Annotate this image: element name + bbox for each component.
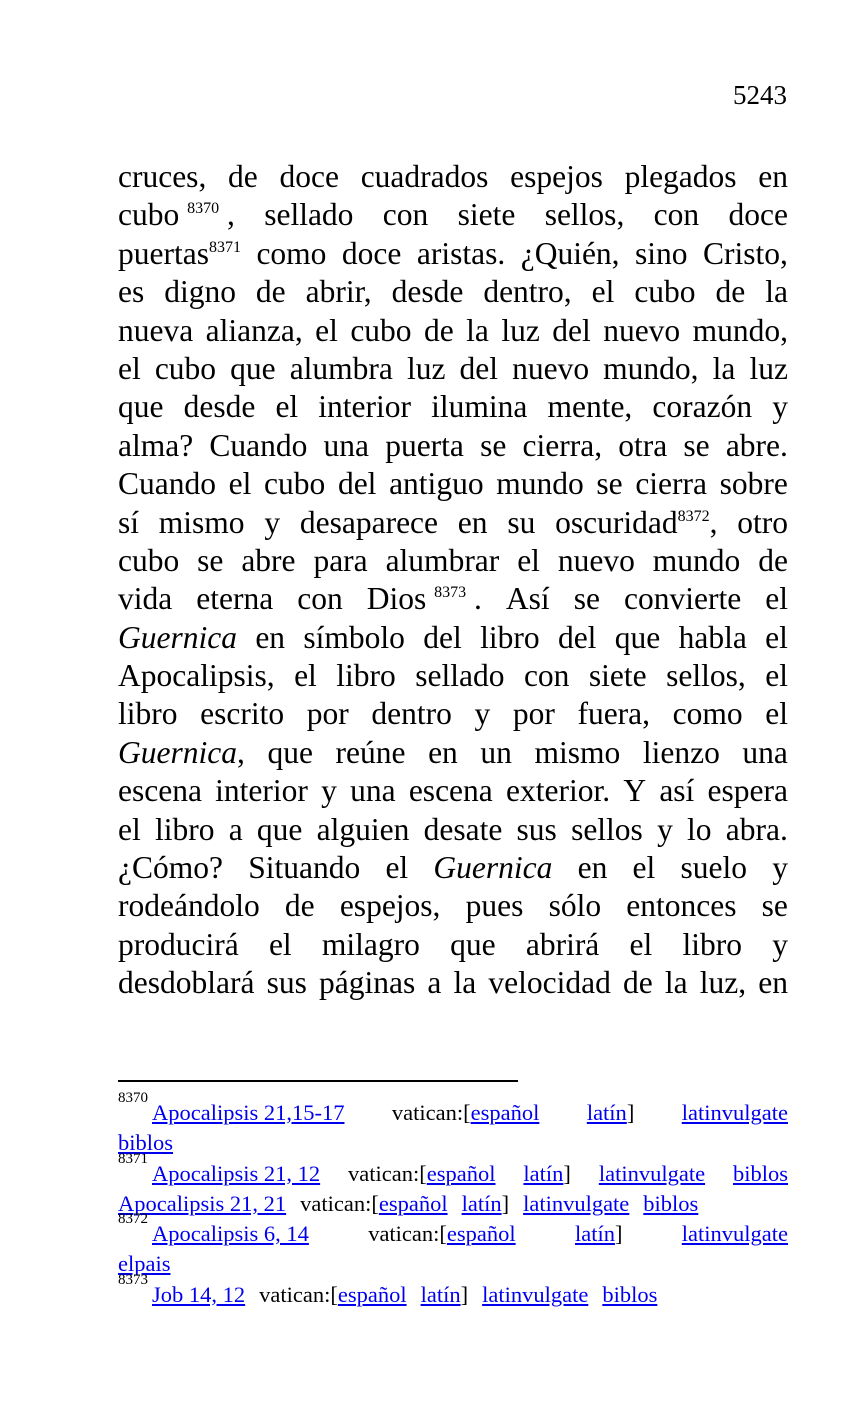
word: Cuando — [209, 427, 308, 463]
word: mundo, — [692, 312, 788, 348]
word: en — [577, 850, 608, 886]
footnote-line — [118, 1249, 788, 1279]
word: Cuando — [118, 466, 216, 502]
text-line — [118, 235, 788, 273]
word: puerta — [385, 427, 464, 463]
word: Dios — [366, 581, 427, 617]
body-text — [118, 158, 788, 1003]
scripture-link[interactable]: Apocalipsis 6, 14 — [152, 1221, 309, 1247]
biblos-link[interactable]: biblos — [643, 1190, 699, 1216]
word: símbolo — [303, 619, 405, 655]
espanol-link[interactable]: español — [378, 1190, 448, 1216]
word: nuevo — [512, 350, 590, 386]
word: que — [230, 350, 276, 386]
word: ¿Quién, — [520, 235, 620, 271]
page-number: 5243 — [733, 80, 787, 110]
word: desde — [183, 389, 256, 425]
word: exterior. — [506, 773, 611, 809]
word: cubo — [118, 197, 180, 233]
word: libro — [480, 619, 540, 655]
word: el — [275, 389, 299, 425]
word: entonces — [626, 888, 737, 924]
word: desde — [391, 274, 464, 310]
word: cierra, — [522, 427, 603, 463]
word: en — [255, 619, 286, 655]
text-line — [118, 811, 788, 849]
word: fuera, — [577, 696, 651, 732]
word: Apocalipsis, — [118, 658, 275, 694]
word: cubo — [154, 350, 217, 386]
word: el — [315, 312, 338, 348]
word: alumbrar — [385, 542, 500, 578]
word: el — [765, 619, 788, 655]
word: mundo — [496, 466, 584, 502]
latin-group — [421, 1280, 469, 1310]
word: en — [758, 159, 788, 194]
word: doce — [728, 197, 788, 233]
text-line — [118, 427, 788, 465]
text-line — [118, 465, 788, 503]
word: libro — [154, 811, 215, 847]
word: sellos — [571, 811, 643, 847]
word: de — [424, 312, 454, 348]
text-line — [118, 772, 788, 810]
word: antiguo — [389, 466, 484, 502]
word: mundo, — [603, 350, 699, 386]
word: se — [573, 581, 600, 617]
word: cubo — [264, 466, 326, 502]
word: cubo — [350, 312, 412, 348]
latinvulgate-link[interactable]: latinvulgate — [681, 1100, 788, 1125]
word: dentro, — [483, 274, 572, 310]
word: alumbra — [289, 350, 393, 386]
word: del — [423, 619, 462, 655]
word: aristas. — [416, 235, 506, 271]
word: cubo — [118, 542, 180, 578]
word: que — [256, 811, 303, 847]
word-group — [555, 504, 717, 542]
word: la — [466, 312, 489, 348]
text-line — [118, 350, 788, 388]
text-line — [118, 196, 788, 234]
word: espejos — [510, 159, 603, 194]
bracket: ] — [626, 1100, 635, 1125]
text-line — [118, 695, 788, 733]
word: mismo — [534, 734, 621, 770]
latin-link[interactable]: latín — [461, 1190, 502, 1216]
word: y — [474, 696, 491, 732]
text-line — [118, 388, 788, 426]
word: otro — [737, 504, 788, 540]
punct: , — [226, 197, 235, 233]
word: y — [657, 811, 673, 847]
footnote-head — [118, 1271, 246, 1310]
word: de — [715, 274, 746, 310]
word: un — [480, 734, 512, 770]
footnote-number: 8371 — [118, 1150, 148, 1167]
word: lienzo — [642, 734, 720, 770]
word: con — [653, 197, 700, 233]
word: de — [622, 965, 653, 1001]
word: se — [761, 888, 788, 924]
vatican-links — [392, 1098, 539, 1128]
word: una — [742, 734, 788, 770]
word: una — [323, 427, 370, 463]
word: la — [712, 350, 736, 386]
punct: , — [709, 504, 718, 540]
word: cruces, — [118, 159, 207, 194]
word: Y — [623, 773, 647, 809]
footnote-separator — [118, 1080, 518, 1082]
word: que — [118, 389, 164, 425]
word: el — [228, 466, 252, 502]
latin-group — [575, 1219, 623, 1249]
word: del — [459, 350, 499, 386]
word: reúne — [335, 734, 406, 770]
word: que — [267, 734, 313, 770]
word: y — [321, 773, 337, 809]
word: puertas — [118, 235, 209, 271]
word: como — [672, 696, 743, 732]
text-line — [118, 887, 788, 925]
scripture-link[interactable]: Apocalipsis 21, 12 — [152, 1160, 321, 1186]
word: luz — [406, 350, 446, 386]
word: abrir, — [305, 274, 372, 310]
footnote-line — [118, 1189, 788, 1219]
scripture-link[interactable]: Apocalipsis 21, 21 — [118, 1190, 287, 1216]
word: mundo — [652, 542, 741, 578]
word: el — [268, 926, 292, 962]
italic-title: Guernica — [118, 734, 237, 770]
footnote-number: 8372 — [118, 1211, 148, 1228]
footnote-number: 8373 — [118, 1271, 148, 1288]
word: el — [765, 696, 788, 732]
vatican-links — [300, 1189, 447, 1219]
word: escena — [118, 773, 202, 809]
word: de — [284, 888, 315, 924]
word: el — [118, 350, 141, 386]
bracket: ] — [614, 1221, 623, 1247]
word: suelo — [680, 850, 747, 886]
text-line — [118, 312, 788, 350]
footnote-head — [118, 1211, 309, 1249]
espanol-link[interactable]: español — [446, 1221, 516, 1247]
word: es — [118, 274, 145, 310]
scripture-link[interactable]: Job 14, 12 — [152, 1281, 246, 1307]
word: del — [337, 466, 377, 502]
footnote-ref: 8372 — [677, 507, 710, 525]
word: luz — [501, 312, 540, 348]
word: desdoblará — [118, 965, 255, 1001]
word: sellado — [415, 658, 505, 694]
word: se — [480, 427, 507, 463]
word-group — [118, 734, 245, 772]
word: el — [632, 850, 656, 886]
scripture-link[interactable]: Apocalipsis 21,15-17 — [152, 1100, 345, 1125]
latinvulgate-link[interactable]: latinvulgate — [523, 1190, 630, 1216]
vatican-links — [348, 1159, 495, 1189]
word: se — [683, 427, 710, 463]
word: que — [614, 619, 661, 655]
latin-link[interactable]: latín — [574, 1221, 615, 1247]
word: libro — [682, 926, 742, 962]
footnote-head — [118, 1150, 321, 1189]
word: otra — [618, 427, 668, 463]
word: Situando — [248, 850, 361, 886]
word: en — [428, 734, 458, 770]
word: sólo — [548, 888, 602, 924]
vatican-label: vatican:[ — [391, 1100, 471, 1125]
footnote-line — [118, 1271, 788, 1310]
espanol-link[interactable]: español — [337, 1281, 407, 1307]
word: por — [306, 696, 349, 732]
word: que — [450, 926, 496, 962]
word: así — [659, 773, 695, 809]
word: para — [313, 542, 368, 578]
word: sus — [516, 811, 557, 847]
word: nuevo — [557, 542, 635, 578]
word: a — [228, 811, 243, 847]
word: del — [557, 619, 597, 655]
word: velocidad — [488, 965, 611, 1001]
word: abre. — [725, 427, 788, 463]
latinvulgate-link[interactable]: latinvulgate — [681, 1221, 788, 1247]
biblos-link[interactable]: biblos — [118, 1130, 174, 1156]
vatican-links — [368, 1219, 515, 1249]
word: el — [765, 581, 788, 617]
word: cuadrados — [360, 159, 489, 194]
vatican-label: vatican:[ — [348, 1160, 427, 1186]
word: luz — [749, 350, 788, 386]
word: el — [294, 658, 317, 694]
word: se — [197, 542, 224, 578]
footnotes — [118, 1090, 788, 1310]
footnote-line — [118, 1211, 788, 1249]
footnote-ref: 8371 — [208, 238, 241, 256]
word: eterna — [196, 581, 274, 617]
espanol-link[interactable]: español — [470, 1100, 540, 1125]
word-group — [118, 196, 235, 234]
word: y — [264, 504, 281, 540]
word: por — [512, 696, 555, 732]
text-line — [118, 964, 788, 1002]
word: abre — [241, 542, 296, 578]
word: el — [517, 542, 540, 578]
elpais-link[interactable]: elpais — [118, 1251, 171, 1277]
word: el — [629, 926, 653, 962]
word: de — [758, 542, 788, 578]
word: nueva — [118, 312, 194, 348]
word: mismo — [158, 504, 245, 540]
word: del — [552, 312, 591, 348]
word: sí — [118, 504, 140, 540]
word: y — [772, 389, 788, 425]
bracket: ] — [460, 1281, 469, 1307]
punct: . — [474, 581, 482, 617]
word: la — [664, 965, 688, 1001]
word: con — [297, 581, 343, 617]
text-line — [118, 542, 788, 580]
word: ilumina — [431, 389, 528, 425]
word: el — [385, 850, 409, 886]
latin-link[interactable]: latín — [586, 1100, 627, 1125]
word: convierte — [624, 581, 742, 617]
word: se — [596, 466, 623, 502]
text-line — [118, 619, 788, 657]
word: nuevo — [603, 312, 681, 348]
word: pues — [465, 888, 524, 924]
text-line — [118, 273, 788, 311]
latinvulgate-link[interactable]: latinvulgate — [598, 1160, 706, 1186]
espanol-link[interactable]: español — [426, 1160, 496, 1186]
footnote-line — [118, 1128, 788, 1158]
text-line — [118, 657, 788, 695]
latin-group — [523, 1159, 571, 1189]
word: como — [256, 235, 327, 271]
word: y — [772, 926, 788, 962]
word: oscuridad — [555, 504, 678, 540]
word: de — [255, 274, 286, 310]
word: desate — [423, 811, 503, 847]
punct: , — [236, 734, 245, 770]
word: alma? — [118, 427, 194, 463]
word: de — [228, 159, 258, 194]
vatican-links — [259, 1280, 406, 1310]
text-line — [118, 849, 788, 887]
latinvulgate-link[interactable]: latinvulgate — [482, 1281, 589, 1307]
word: ¿Cómo? — [118, 850, 223, 886]
word: producirá — [118, 926, 239, 962]
word: páginas — [319, 965, 416, 1001]
word: mente, — [547, 389, 633, 425]
word: la — [765, 274, 788, 310]
footnote-line — [118, 1090, 788, 1128]
word: siete — [588, 658, 647, 694]
word: corazón — [652, 389, 753, 425]
word: cubo — [634, 274, 696, 310]
text-line — [118, 504, 788, 542]
vatican-label: vatican:[ — [259, 1281, 338, 1307]
word: el — [765, 658, 788, 694]
word: con — [523, 658, 570, 694]
word: y — [772, 850, 788, 886]
word: lo — [687, 811, 712, 847]
word: su — [507, 504, 536, 540]
vatican-label: vatican:[ — [300, 1190, 379, 1216]
text-line — [118, 580, 788, 618]
text-line — [118, 734, 788, 772]
word: alguien — [316, 811, 410, 847]
word: siete — [457, 197, 516, 233]
word: desaparece — [299, 504, 439, 540]
word: con — [382, 197, 429, 233]
footnote-number: 8370 — [118, 1090, 148, 1106]
word: el — [591, 274, 615, 310]
word: a — [427, 965, 442, 1001]
text-line — [118, 926, 788, 964]
footnote-head — [118, 1090, 345, 1128]
word-group — [118, 235, 241, 273]
word: doce — [341, 235, 402, 271]
word: rodeándolo — [118, 888, 260, 924]
word: sus — [266, 965, 307, 1001]
vatican-label: vatican:[ — [368, 1221, 447, 1247]
word: vida — [118, 581, 173, 617]
word: abra. — [725, 811, 788, 847]
word: luz, — [699, 965, 747, 1001]
word: alianza, — [205, 312, 303, 348]
italic-title: Guernica — [118, 619, 237, 655]
footnote-ref: 8370 — [187, 200, 220, 218]
word: una — [350, 773, 396, 809]
word: el — [118, 811, 141, 847]
word: en — [457, 504, 488, 540]
text-line — [118, 158, 788, 196]
word: escena — [408, 773, 493, 809]
word: sino — [635, 235, 688, 271]
word: en — [758, 965, 788, 1001]
footnote-ref: 8373 — [434, 584, 467, 602]
word: sellado — [264, 197, 354, 233]
word: interior — [215, 773, 308, 809]
footnote-line — [118, 1150, 788, 1189]
word: espejos, — [339, 888, 441, 924]
word: doce — [279, 159, 339, 194]
word: Así — [505, 581, 550, 617]
word: digno — [164, 274, 236, 310]
word: libro — [118, 696, 178, 732]
word: dentro — [371, 696, 452, 732]
word: milagro — [321, 926, 420, 962]
word: sellos, — [666, 658, 746, 694]
word: abrirá — [525, 926, 600, 962]
latin-link[interactable]: latín — [523, 1160, 564, 1186]
word: sobre — [719, 466, 788, 502]
word-group — [367, 580, 482, 618]
word: habla — [678, 619, 747, 655]
word: sellos, — [544, 197, 625, 233]
latin-link[interactable]: latín — [420, 1281, 461, 1307]
latin-group — [462, 1189, 510, 1219]
word: Cristo, — [703, 235, 788, 271]
word: espera — [707, 773, 788, 809]
italic-title: Guernica — [433, 850, 553, 886]
latin-group — [587, 1098, 635, 1128]
word: la — [453, 965, 477, 1001]
bracket: ] — [563, 1160, 571, 1186]
word: plegados — [624, 159, 737, 194]
biblos-link[interactable]: biblos — [602, 1281, 658, 1307]
word: cierra — [635, 466, 707, 502]
word: interior — [318, 389, 411, 425]
word: libro — [336, 658, 396, 694]
word: escrito — [200, 696, 285, 732]
bracket: ] — [501, 1190, 510, 1216]
biblos-link[interactable]: biblos — [732, 1160, 788, 1186]
